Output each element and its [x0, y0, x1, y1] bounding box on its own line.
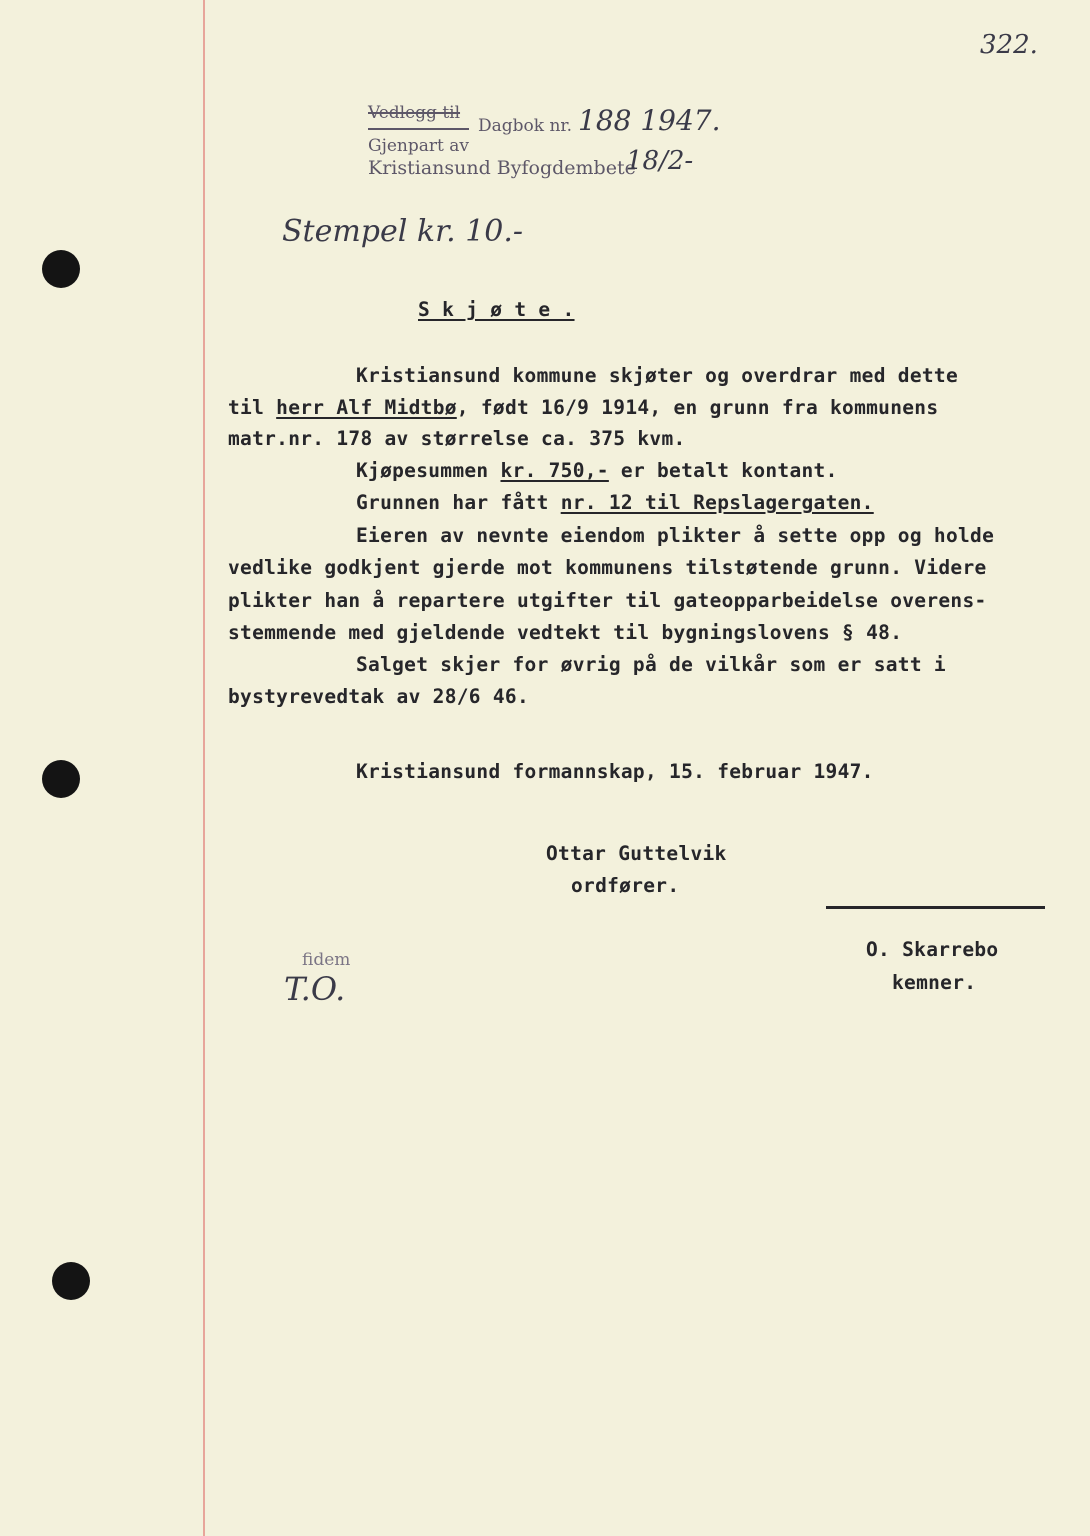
body-line: Grunnen har fått nr. 12 til Repslagergaten.	[356, 491, 874, 514]
signatory-title: ordfører.	[571, 874, 680, 897]
signature-line	[826, 906, 1045, 909]
page-number: 322.	[980, 30, 1038, 60]
margin-rule	[203, 0, 205, 1536]
body-line: plikter han å repartere utgifter til gateopparbeidelse overens-	[228, 589, 987, 612]
stempel-note: Stempel kr. 10.-	[282, 214, 524, 249]
stamp-office: Kristiansund Byfogdembete	[368, 157, 636, 179]
stamp-struck-label: Vedlegg til	[368, 103, 461, 123]
purchase-amount: kr. 750,-	[500, 459, 609, 482]
body-line: Salget skjer for øvrig på de vilkår som er satt i	[356, 653, 946, 676]
document-title: S k j ø t e .	[418, 298, 575, 321]
body-line: vedlike godkjent gjerde mot kommunens tilstøtende grunn. Videre	[228, 556, 987, 579]
street-address: nr. 12 til Repslagergaten.	[560, 491, 874, 514]
stamp-rule	[368, 128, 469, 130]
fidem-stamp: fidem	[302, 950, 351, 970]
stamp-date: 18/2-	[626, 146, 694, 176]
stamp-dagbok-label: Dagbok nr.	[478, 116, 573, 136]
body-line: Kristiansund kommune skjøter og overdrar med dette	[356, 364, 958, 387]
buyer-name: herr Alf Midtbø	[276, 396, 457, 419]
punch-hole	[42, 760, 80, 798]
stamp-dagbok-number: 188 1947.	[578, 104, 721, 137]
body-line: Eieren av nevnte eiendom plikter å sette opp og holde	[356, 524, 995, 547]
stamp-gjenpart: Gjenpart av	[368, 136, 469, 156]
place-date: Kristiansund formannskap, 15. februar 1947.	[356, 760, 874, 783]
signatory-title: kemner.	[892, 971, 977, 994]
signatory-name: Ottar Guttelvik	[546, 842, 727, 865]
body-line: til herr Alf Midtbø, født 16/9 1914, en grunn fra kommunens	[228, 396, 939, 419]
signatory-name: O. Skarrebo	[866, 938, 999, 961]
punch-hole	[52, 1262, 90, 1300]
initials: T.O.	[284, 970, 346, 1008]
body-line: stemmende med gjeldende vedtekt til bygningslovens § 48.	[228, 621, 903, 644]
punch-hole	[42, 250, 80, 288]
body-line: matr.nr. 178 av størrelse ca. 375 kvm.	[228, 427, 686, 450]
body-line: bystyrevedtak av 28/6 46.	[228, 685, 529, 708]
body-line: Kjøpesummen kr. 750,- er betalt kontant.	[356, 459, 838, 482]
